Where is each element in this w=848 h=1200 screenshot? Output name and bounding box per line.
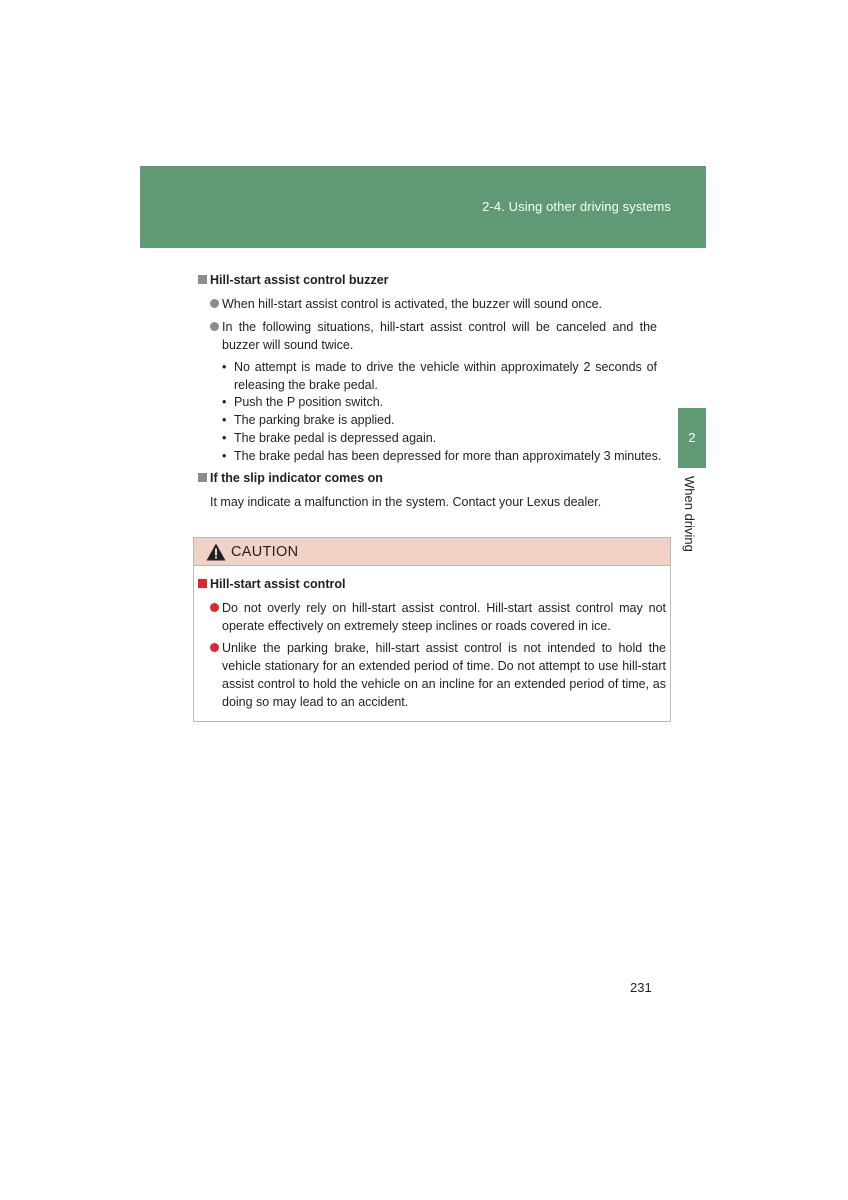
buzzer-bullet-2-text: In the following situations, hill-start assist control will be canceled and the buzzer will sound twice. (222, 320, 657, 352)
buzzer-bullet-2 (210, 318, 657, 354)
gray-dot-icon (210, 322, 219, 331)
caution-bullet-1 (210, 599, 666, 635)
chapter-tab (678, 408, 706, 468)
list-item-text: No attempt is made to drive the vehicle within approximately 2 seconds of releasing the brake pedal. (234, 360, 657, 392)
red-dot-icon (210, 603, 219, 612)
section-header-band (140, 166, 706, 248)
small-dot-icon: • (222, 413, 227, 427)
warning-triangle-icon (206, 543, 226, 561)
chapter-number: 2 (688, 430, 696, 445)
small-dot-icon: • (222, 360, 227, 374)
square-bullet-icon (198, 275, 207, 284)
red-square-bullet-icon (198, 579, 207, 588)
list-item-text: Push the P position switch. (234, 395, 384, 409)
chapter-label: When driving (682, 476, 697, 552)
list-item (222, 447, 662, 465)
caution-heading (198, 577, 345, 591)
buzzer-heading (198, 273, 389, 287)
small-dot-icon: • (222, 449, 227, 463)
list-item (222, 411, 657, 429)
small-dot-icon: • (222, 431, 227, 445)
buzzer-heading-text: Hill-start assist control buzzer (210, 273, 389, 287)
gray-dot-icon (210, 299, 219, 308)
caution-box (193, 537, 671, 722)
section-title: 2-4. Using other driving systems (482, 199, 671, 214)
buzzer-bullet-1-text: When hill-start assist control is activated, the buzzer will sound once. (222, 297, 603, 311)
red-dot-icon (210, 643, 219, 652)
slip-heading-text: If the slip indicator comes on (210, 471, 383, 485)
small-dot-icon: • (222, 395, 227, 409)
list-item-text: The brake pedal is depressed again. (234, 431, 437, 445)
page-number: 231 (630, 980, 652, 995)
list-item-text: The brake pedal has been depressed for more than approximately 3 minutes. (234, 449, 662, 463)
caution-bullet-1-text: Do not overly rely on hill-start assist control. Hill-start assist control may not operate effectively on extremely steep inclines or roads covered in ice. (222, 601, 666, 633)
list-item (222, 429, 657, 447)
caution-bullet-2 (210, 639, 666, 711)
square-bullet-icon (198, 473, 207, 482)
caution-label: CAUTION (231, 544, 299, 560)
list-item (222, 393, 657, 411)
slip-heading (198, 471, 383, 485)
caution-heading-text: Hill-start assist control (210, 577, 346, 591)
caution-header (194, 538, 670, 566)
caution-bullet-2-text: Unlike the parking brake, hill-start assist control is not intended to hold the vehicle stationary for an extended period of time. Do not attempt to use hill-start assist control to hold the vehicle on an incline for an extended period of time, as doing so may lead to an accident. (222, 641, 666, 709)
list-item (222, 358, 657, 394)
buzzer-bullet-1 (210, 295, 657, 313)
list-item-text: The parking brake is applied. (234, 413, 395, 427)
slip-text: It may indicate a malfunction in the system. Contact your Lexus dealer. (210, 495, 602, 509)
